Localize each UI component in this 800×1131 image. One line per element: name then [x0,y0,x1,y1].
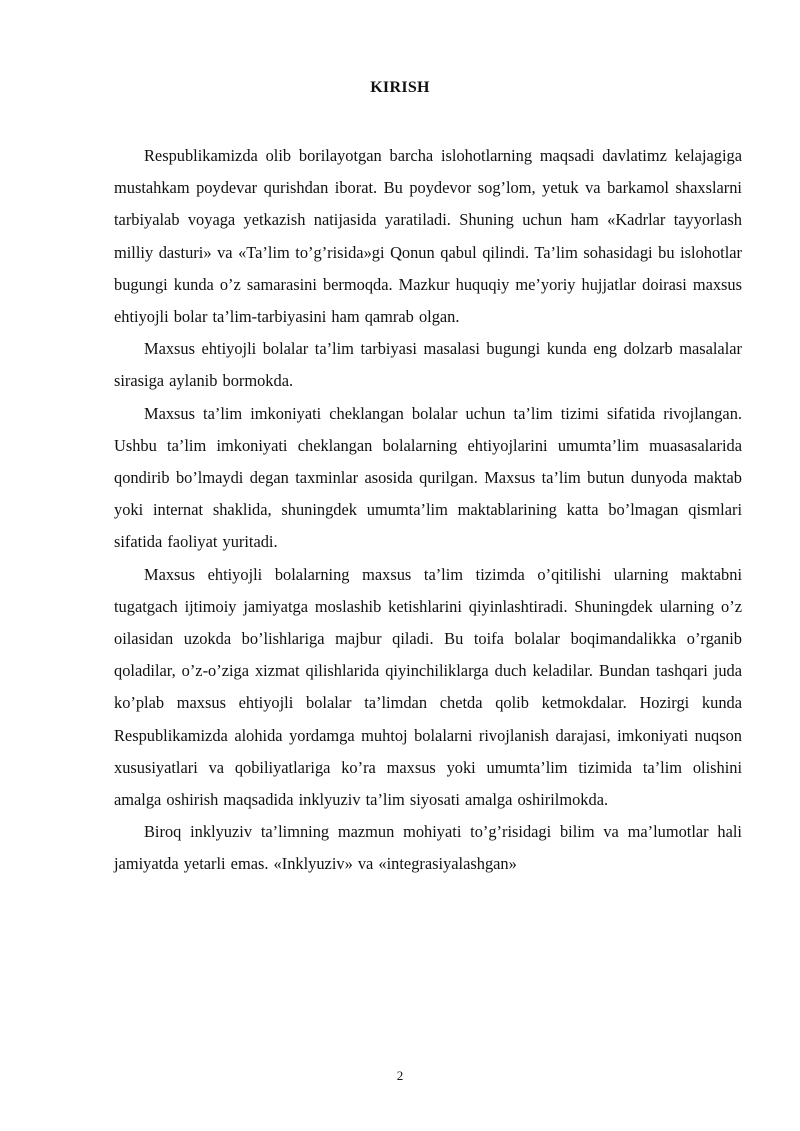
page-number: 2 [396,1068,404,1083]
paragraph-4: Maxsus ehtiyojli bolalarning maxsus ta’lim tizimda o’qitilishi ularning maktabni tugatgach ijtimoiy jamiyatga moslashib ketishlarini qiyinlashtiradi. Shuningdek ularning o’z oilasidan uzokda bo’lishlariga majbur qiladi. Bu toifa bolalar boqimandalikka o’rganib qoladilar, o’z-o’ziga xizmat qilishlarida qiyinchiliklarga duch keladilar. Bundan tashqari juda ko’plab maxsus ehtiyojli bolalar ta’limdan chetda qolib ketmokdalar. Hozirgi kunda Respublikamizda alohida yordamga muhtoj bolalarni rivojlanish darajasi, imkoniyati nuqson xususiyatlari va qobiliyatlariga ko’ra maxsus yoki umumta’lim tizimida ta’lim olishini amalga oshirish maqsadida inklyuziv ta’lim siyosati amalga oshirilmokda. [114,564,742,810]
page-title: KIRISH [370,79,430,96]
body-text [114,140,742,881]
paragraph-1: Respublikamizda olib borilayotgan barcha islohotlarning maqsadi davlatimz kelajagiga mustahkam poydevar qurishdan iborat. Bu poydevor sog’lom, yetuk va barkamol shaxslarni tarbiyalab voyaga yetkazish natijasida yaratiladi. Shuning uchun ham «Kadrlar tayyorlash milliy dasturi» va «Ta’lim to’g’risida»gi Qonun qabul qilindi. Ta’lim sohasidagi bu islohotlar bugungi kunda o’z samarasini bermoqda. Mazkur huquqiy me’yoriy hujjatlar doirasi maxsus ehtiyojli bolar ta’lim-tarbiyasini ham qamrab olgan. [114,146,742,327]
paragraph-5: Biroq inklyuziv ta’limning mazmun mohiyati to’g’risidagi bilim va ma’lumotlar hali jamiyatda yetarli emas. «Inklyuziv» va «integrasiyalashgan» [114,822,742,874]
paragraph-2: Maxsus ehtiyojli bolalar ta’lim tarbiyasi masalasi bugungi kunda eng dolzarb masalalar sirasiga aylanib bormokda. [114,339,742,391]
paragraph-3: Maxsus ta’lim imkoniyati cheklangan bolalar uchun ta’lim tizimi sifatida rivojlangan. Ushbu ta’lim imkoniyati cheklangan bolalarning ehtiyojlarini umumta’lim muasasalarida qondirib bo’lmaydi degan taxminlar asosida qurilgan. Maxsus ta’lim butun dunyoda maktab yoki internat shaklida, shuningdek umumta’lim maktablarining katta bo’lmagan qismlari sifatida faoliyat yuritadi. [114,403,742,552]
